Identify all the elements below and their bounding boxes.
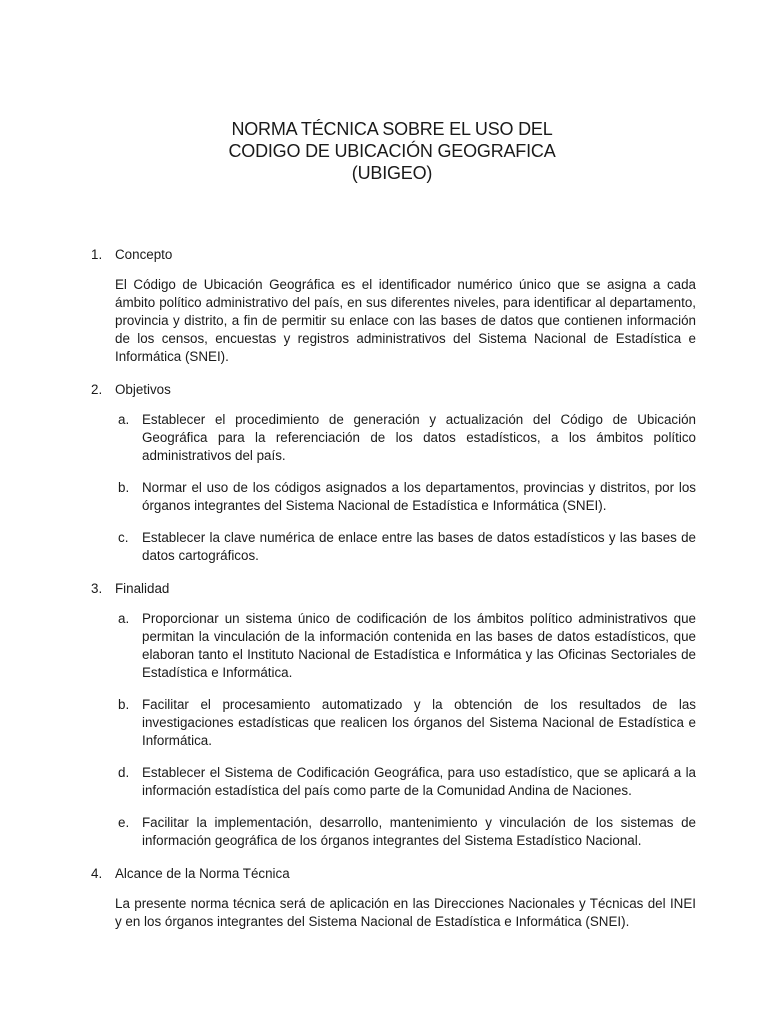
- section-title: Concepto: [115, 247, 173, 262]
- section-title: Objetivos: [115, 382, 171, 397]
- section-title: Alcance de la Norma Técnica: [115, 866, 290, 881]
- list-item-letter: e.: [118, 815, 130, 830]
- section-number: 3.: [91, 581, 103, 596]
- section-number: 1.: [91, 247, 103, 262]
- title-line: (UBIGEO): [351, 163, 433, 183]
- list-item-text: Establecer el procedimiento de generación y actualización del Código de Ubicación Geográfica para la referenciación de los datos estadísticos, a los ámbitos político administrativos del país.: [142, 412, 696, 463]
- list-item-text: Normar el uso de los códigos asignados a los departamentos, provincias y distritos, por los órganos integrantes del Sistema Nacional de Estadística e Informática (SNEI).: [142, 480, 696, 513]
- list-item-text: Establecer la clave numérica de enlace entre las bases de datos estadísticos y las bases de datos cartográficos.: [142, 530, 696, 563]
- list-item: [118, 411, 696, 465]
- document-body: [91, 246, 696, 931]
- list-item: [118, 764, 696, 800]
- section-paragraph: La presente norma técnica será de aplicación en las Direcciones Nacionales y Técnicas del INEI y en los órganos integrantes del Sistema Nacional de Estadística e Informática (SNEI).: [115, 896, 696, 929]
- title-line: CODIGO DE UBICACIÓN GEOGRAFICA: [228, 141, 556, 161]
- list-item-letter: b.: [118, 480, 130, 495]
- section-paragraph: El Código de Ubicación Geográfica es el identificador numérico único que se asigna a cada ámbito político administrativo del país, en sus diferentes niveles, para identificar al departamento, provincia y distrito, a fin de permitir su enlace con las bases de datos que contienen información de los censos, encuestas y registros administrativos del Sistema Nacional de Estadística e Informática (SNEI).: [115, 277, 696, 364]
- list-item-letter: a.: [118, 412, 130, 427]
- section-heading-objetivos: [91, 381, 696, 399]
- list-item-letter: d.: [118, 765, 130, 780]
- list-item: [118, 479, 696, 515]
- list-item: [118, 696, 696, 750]
- title-line: NORMA TÉCNICA SOBRE EL USO DEL: [231, 119, 553, 139]
- list-item-text: Proporcionar un sistema único de codificación de los ámbitos político administrativos que permitan la vinculación de la información contenida en las bases de datos estadísticos, que elaboran tanto el Instituto Nacional de Estadística e Informática y las Oficinas Sectoriales de Estadística e Informática.: [142, 611, 696, 680]
- section-title: Finalidad: [115, 581, 170, 596]
- list-item-text: Establecer el Sistema de Codificación Geográfica, para uso estadístico, que se aplicará a la información estadística del país como parte de la Comunidad Andina de Naciones.: [142, 765, 696, 798]
- section-heading-concepto: [91, 246, 696, 264]
- section-heading-finalidad: [91, 580, 696, 598]
- document-title: [0, 118, 768, 184]
- section-number: 4.: [91, 866, 103, 881]
- list-item-text: Facilitar la implementación, desarrollo, mantenimiento y vinculación de los sistemas de información geográfica de los órganos integrantes del Sistema Estadístico Nacional.: [142, 815, 696, 848]
- list-item: [118, 529, 696, 565]
- list-item-letter: b.: [118, 697, 130, 712]
- list-item-letter: c.: [118, 530, 129, 545]
- section-heading-alcance: [91, 865, 696, 883]
- section-number: 2.: [91, 382, 103, 397]
- list-item-letter: a.: [118, 611, 130, 626]
- list-item: [118, 610, 696, 682]
- list-item-text: Facilitar el procesamiento automatizado y la obtención de los resultados de las investigaciones estadísticas que realicen los órganos del Sistema Nacional de Estadística e Informática.: [142, 697, 696, 748]
- list-item: [118, 814, 696, 850]
